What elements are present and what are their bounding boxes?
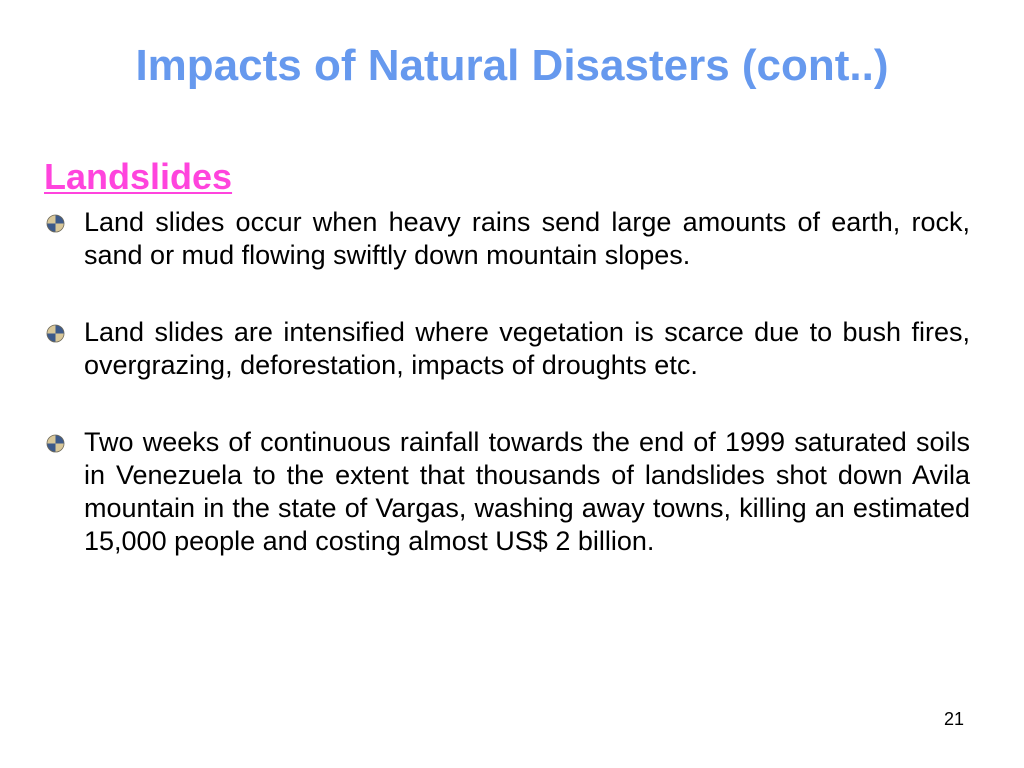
bullet-item <box>44 206 970 272</box>
bullet-text: Land slides are intensified where vegetation is scarce due to bush fires, overgrazing, deforestation, impacts of droughts etc. <box>84 317 970 380</box>
sphere-bullet-icon <box>46 434 65 453</box>
bullet-item <box>44 316 970 382</box>
sphere-bullet-icon <box>46 214 65 233</box>
section-heading-landslides: Landslides <box>44 156 233 197</box>
bullet-text: Land slides occur when heavy rains send large amounts of earth, rock, sand or mud flowing swiftly down mountain slopes. <box>84 207 970 270</box>
bullet-text: Two weeks of continuous rainfall towards the end of 1999 saturated soils in Venezuela to the extent that thousands of landslides shot down Avila mountain in the state of Vargas, washing away towns, killing an estimated 15,000 people and costing almost US$ 2 billion. <box>84 427 970 556</box>
page-number: 21 <box>943 709 964 729</box>
sphere-bullet-icon <box>46 324 65 343</box>
bullet-list <box>44 206 970 558</box>
bullet-item <box>44 426 970 558</box>
slide-title: Impacts of Natural Disasters (cont..) <box>135 41 889 90</box>
